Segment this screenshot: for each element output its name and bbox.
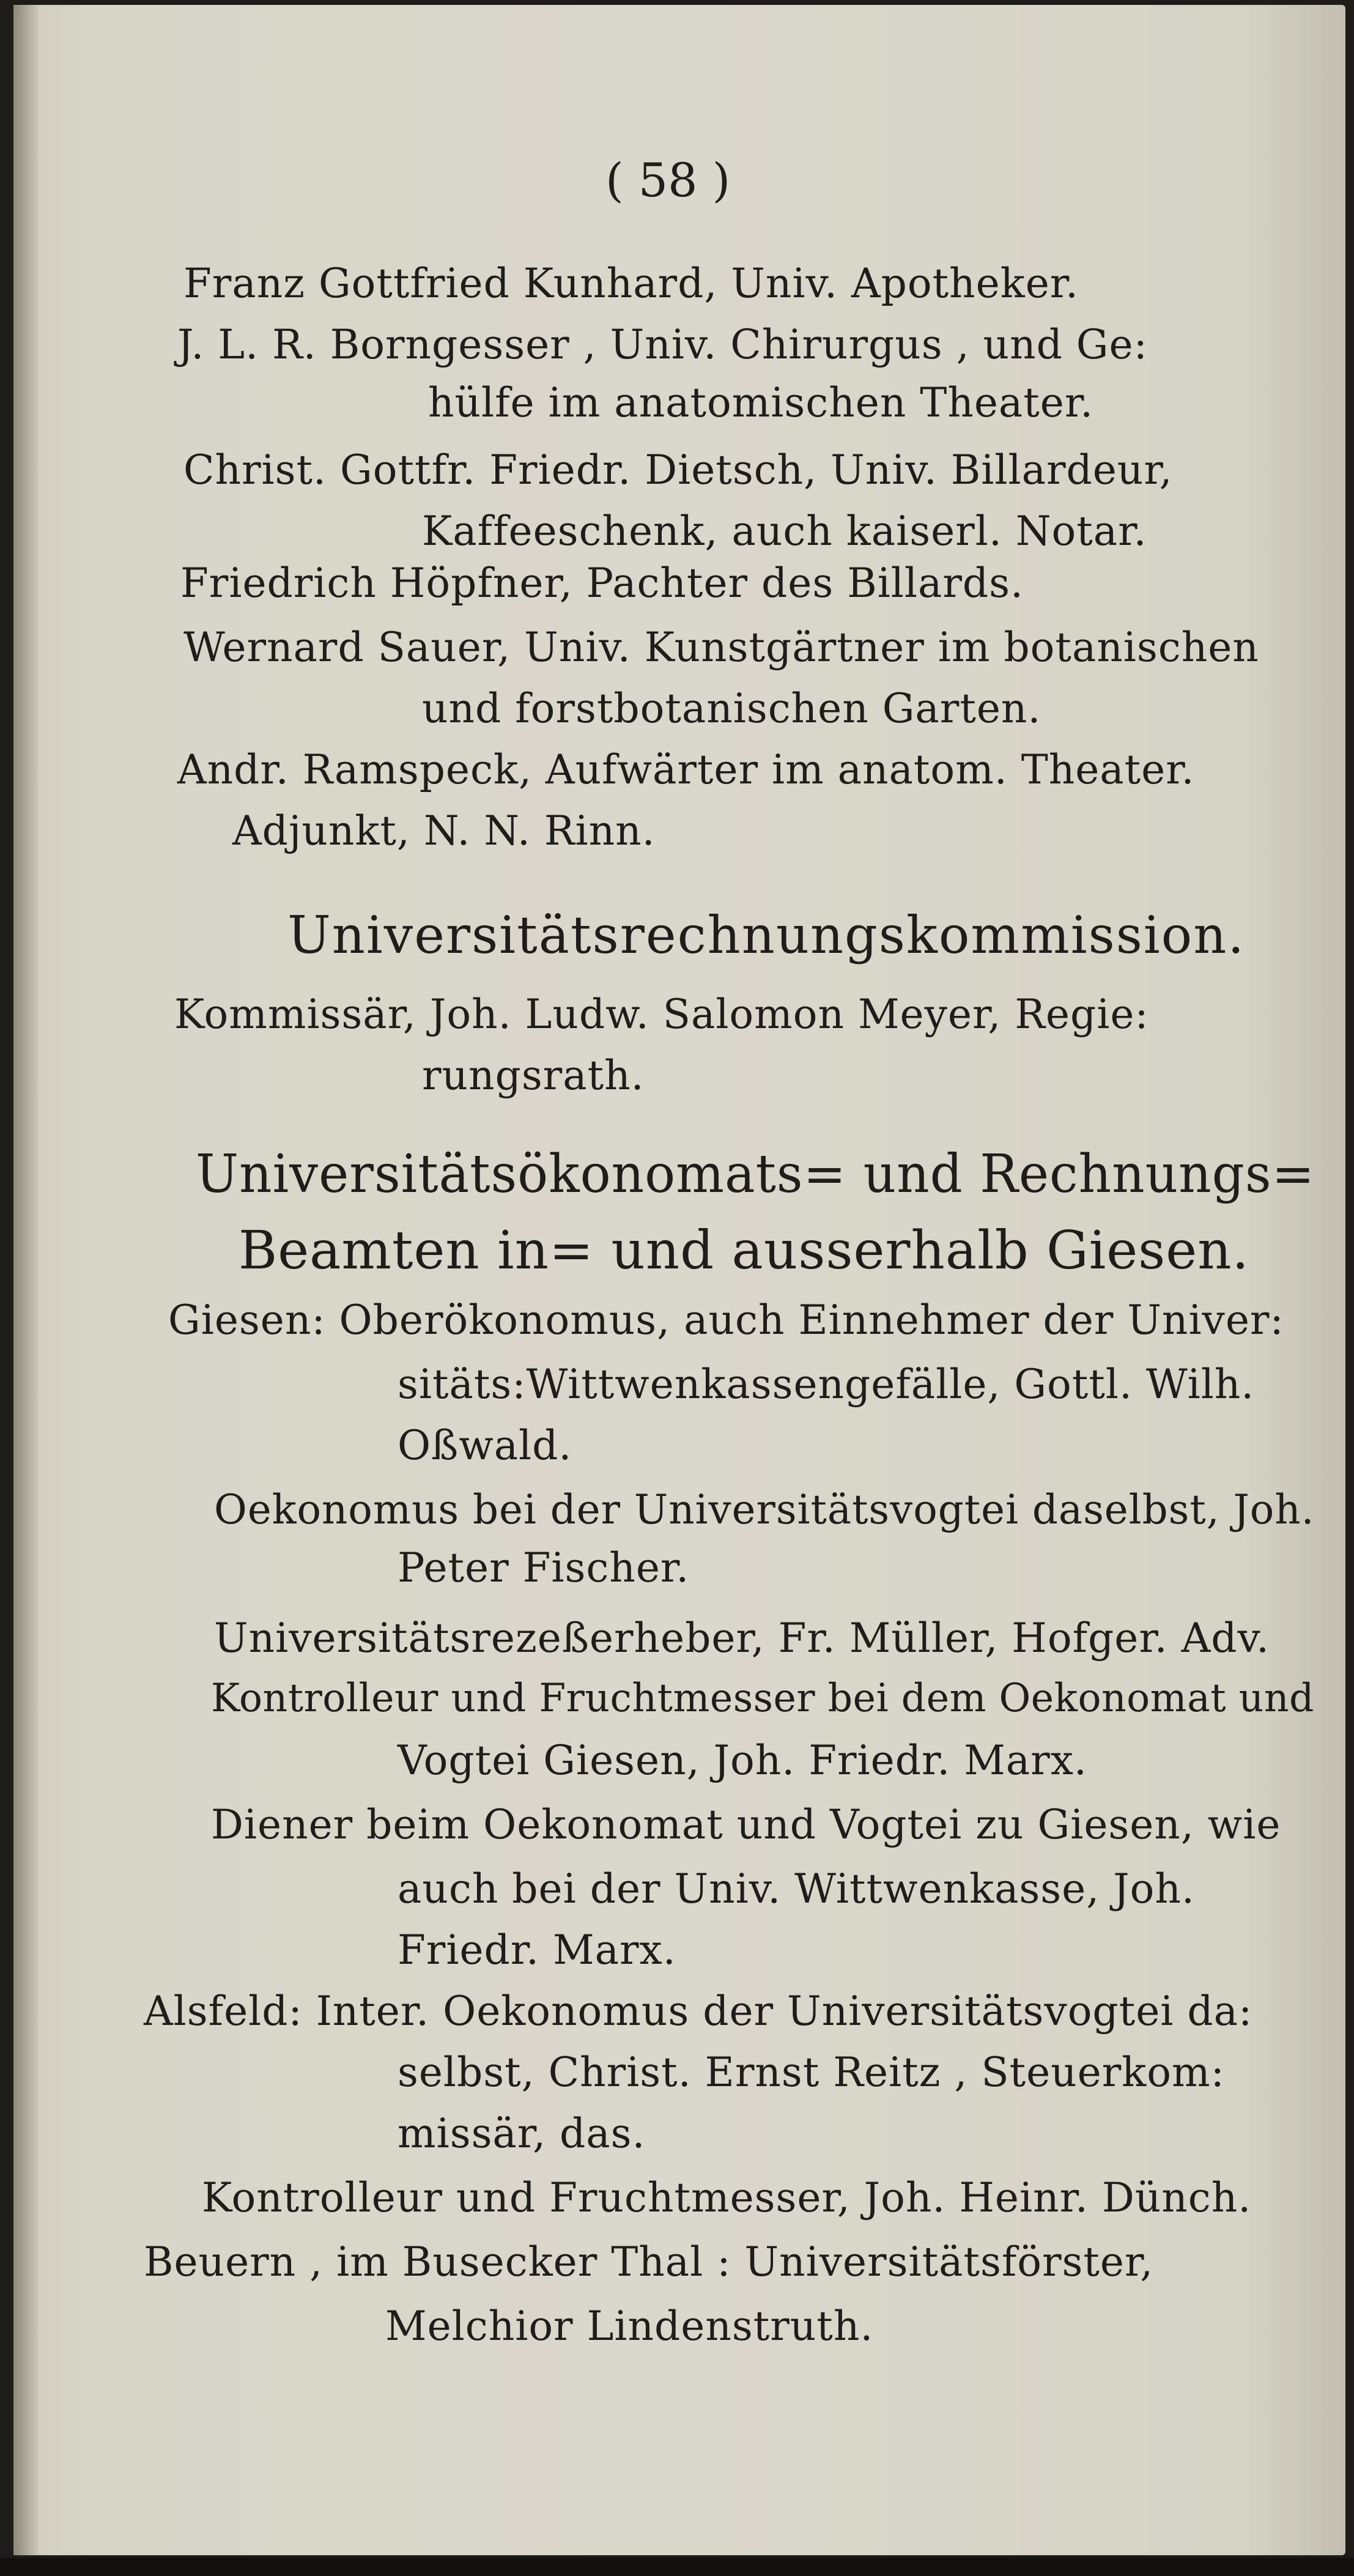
entry-line: Oßwald. [398, 1422, 572, 1469]
section-heading: Universitätsökonomats= und Rechnungs= [196, 1144, 1315, 1205]
entry-line: Vogtei Giesen, Joh. Friedr. Marx. [398, 1737, 1087, 1784]
page-gutter [13, 5, 38, 2555]
entry-line: selbst, Christ. Ernst Reitz , Steuerkom: [398, 2049, 1225, 2096]
entry-line: Kontrolleur und Fruchtmesser, Joh. Heinr. Dünch. [202, 2174, 1252, 2221]
entry-line: Kaffeeschenk, auch kaiserl. Notar. [422, 508, 1147, 555]
entry-line: Wernard Sauer, Univ. Kunstgärtner im botanischen [183, 624, 1259, 671]
entry-line: Melchior Lindenstruth. [385, 2303, 874, 2350]
scan-edge [0, 2558, 1354, 2576]
entry-line: Adjunkt, N. N. Rinn. [232, 807, 656, 854]
entry-line: Andr. Ramspeck, Aufwärter im anatom. Theater. [177, 746, 1195, 793]
entry-line: Oekonomus bei der Universitätsvogtei daselbst, Joh. [214, 1486, 1315, 1533]
entry-line: Christ. Gottfr. Friedr. Dietsch, Univ. Billardeur, [183, 446, 1173, 494]
entry-line: rungsrath. [422, 1052, 645, 1099]
entry-line: Kontrolleur und Fruchtmesser bei dem Oekonomat und [211, 1676, 1314, 1721]
entry-line: Peter Fischer. [398, 1544, 690, 1591]
entry-line: Diener beim Oekonomat und Vogtei zu Giesen, wie [211, 1801, 1281, 1848]
entry-line: Friedr. Marx. [398, 1926, 676, 1974]
entry-line: Universitätsrezeßerheber, Fr. Müller, Hofger. Adv. [214, 1615, 1270, 1662]
page-number: ( 58 ) [605, 153, 731, 207]
entry-line: sitäts:Wittwenkassengefälle, Gottl. Wilh. [398, 1361, 1255, 1408]
entry-line: hülfe im anatomischen Theater. [428, 379, 1094, 426]
entry-line: Alsfeld: Inter. Oekonomus der Universitätsvogtei da: [144, 1988, 1253, 2035]
entry-line: und forstbotanischen Garten. [422, 685, 1041, 732]
entry-line: Friedrich Höpfner, Pachter des Billards. [180, 560, 1024, 607]
entry-line: Giesen: Oberökonomus, auch Einnehmer der Univer: [168, 1297, 1284, 1344]
entry-line: Beuern , im Busecker Thal : Universitätsförster, [144, 2238, 1154, 2285]
section-heading: Beamten in= und ausserhalb Giesen. [239, 1220, 1249, 1281]
entry-line: auch bei der Univ. Wittwenkasse, Joh. [398, 1865, 1195, 1912]
entry-line: missär, das. [398, 2110, 646, 2157]
entry-line: Kommissär, Joh. Ludw. Salomon Meyer, Regie: [174, 991, 1149, 1038]
entry-line: J. L. R. Borngesser , Univ. Chirurgus , und Ge: [177, 321, 1148, 368]
section-heading: Universitätsrechnungskommission. [287, 905, 1246, 965]
entry-line: Franz Gottfried Kunhard, Univ. Apotheker. [183, 260, 1079, 307]
